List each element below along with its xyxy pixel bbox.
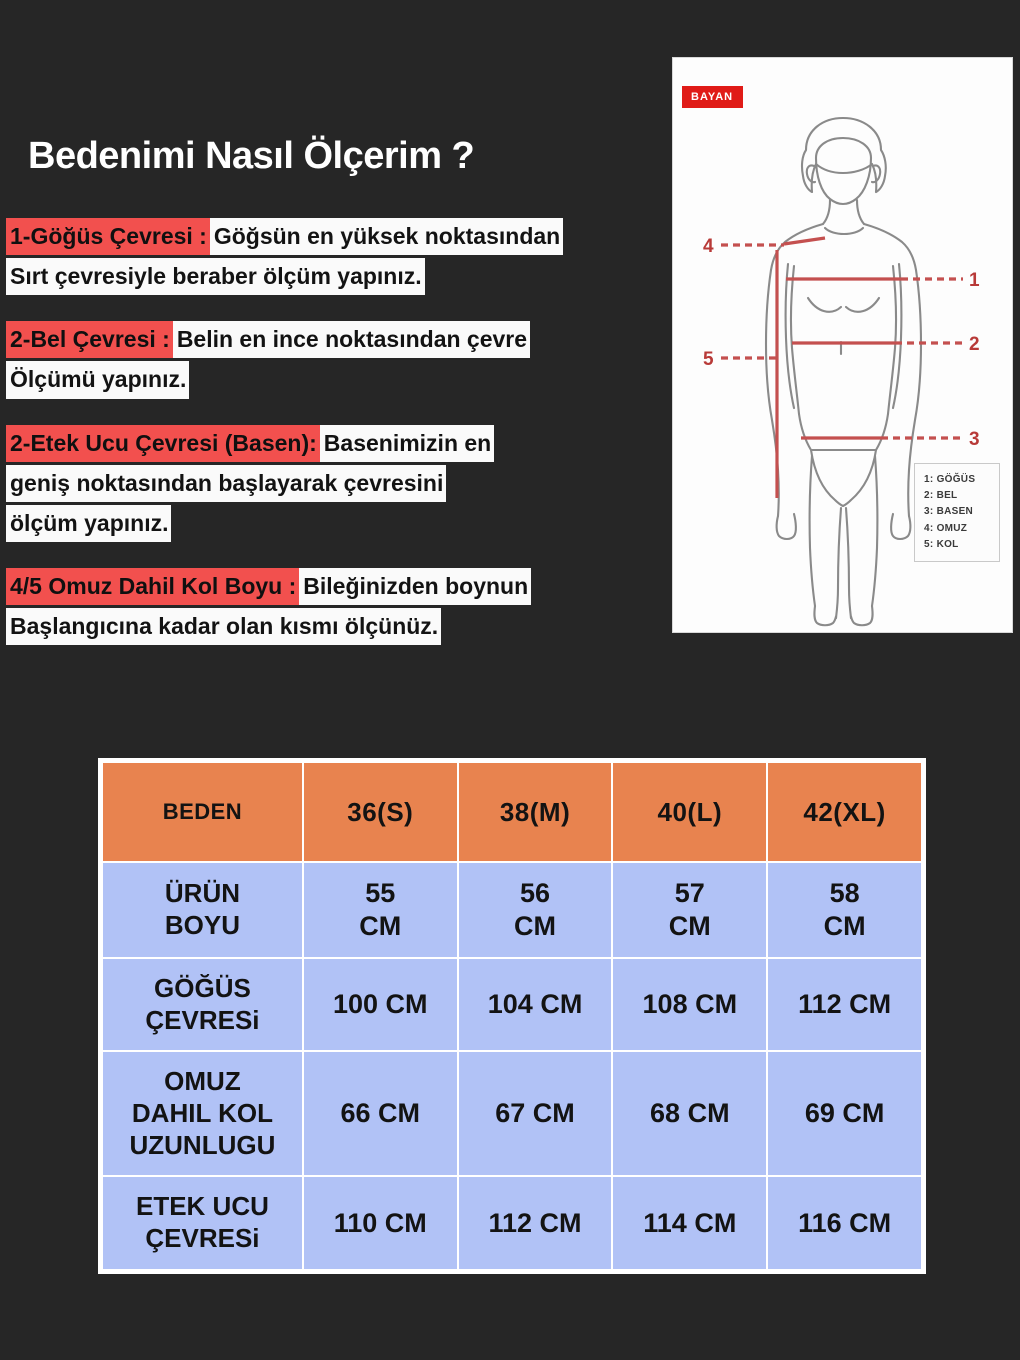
legend-item: 5: KOL xyxy=(924,538,959,550)
table-cell xyxy=(458,1051,613,1176)
marker-label-2: 2 xyxy=(969,334,980,355)
legend-item: 1: GÖĞÜS xyxy=(924,474,976,486)
body-measurement-diagram xyxy=(672,57,1013,633)
table-cell xyxy=(767,1176,922,1269)
table-row-label xyxy=(102,862,303,958)
instruction-text: Basenimizin en xyxy=(320,425,494,462)
table-cell xyxy=(458,958,613,1051)
table-cell-line: 114 CM xyxy=(643,1207,737,1238)
bayan-badge: BAYAN xyxy=(682,86,743,108)
instruction-line xyxy=(6,465,686,502)
table-row xyxy=(102,862,922,958)
marker-label-1: 1 xyxy=(969,270,980,291)
table-cell xyxy=(767,958,922,1051)
table-cell-line: 58 xyxy=(829,878,860,908)
table-cell xyxy=(767,862,922,958)
marker-label-4: 4 xyxy=(703,236,714,257)
marker-label-5: 5 xyxy=(703,349,714,370)
table-row xyxy=(102,958,922,1051)
table-cell-line: 108 CM xyxy=(642,989,738,1020)
table-cell-line: CM xyxy=(514,910,557,941)
instruction-label: 1-Göğüs Çevresi : xyxy=(6,218,210,255)
row-label-line: ÜRÜN xyxy=(164,878,240,909)
table-cell-line: 69 CM xyxy=(804,1098,885,1129)
table-cell-line: 67 CM xyxy=(495,1098,575,1129)
table-cell-line: 112 CM xyxy=(798,989,892,1020)
table-cell-line: CM xyxy=(359,910,402,941)
instruction-label: 2-Bel Çevresi : xyxy=(6,321,173,358)
table-cell xyxy=(303,958,458,1051)
legend-item: 3: BASEN xyxy=(924,506,974,518)
table-header-size-1: 36(S) xyxy=(303,762,458,862)
table-header-size-3: 40(L) xyxy=(612,762,767,862)
table-cell xyxy=(612,1176,767,1269)
instruction-line xyxy=(6,608,686,645)
instruction-block xyxy=(6,218,686,295)
instruction-text: ölçüm yapınız. xyxy=(6,505,171,542)
instruction-label: 4/5 Omuz Dahil Kol Boyu : xyxy=(6,568,299,605)
table-row xyxy=(102,1051,922,1176)
legend-item: 2: BEL xyxy=(924,490,958,502)
table-cell-line: 57 xyxy=(674,878,705,908)
table-row-label xyxy=(102,1176,303,1269)
table-cell xyxy=(458,1176,613,1269)
table-cell-line: 68 CM xyxy=(650,1098,730,1129)
instruction-line xyxy=(6,361,686,398)
table-cell-line: CM xyxy=(823,910,866,941)
table-cell-line: CM xyxy=(668,910,711,941)
table-cell-line: 55 xyxy=(365,878,396,908)
table-row-label xyxy=(102,1051,303,1176)
table-header-size-4: 42(XL) xyxy=(767,762,922,862)
table-cell-line: 100 CM xyxy=(333,989,428,1020)
table-header-beden: BEDEN xyxy=(102,762,303,862)
instruction-label: 2-Etek Ucu Çevresi (Basen): xyxy=(6,425,320,462)
instructions-list xyxy=(6,218,686,671)
table-cell xyxy=(303,1051,458,1176)
instruction-line xyxy=(6,321,686,358)
instruction-block xyxy=(6,568,686,645)
row-label-line: UZUNLUGU xyxy=(129,1129,276,1160)
table-cell xyxy=(612,958,767,1051)
table-cell xyxy=(612,1051,767,1176)
table-cell-line: 110 CM xyxy=(333,1207,427,1238)
instruction-block xyxy=(6,321,686,398)
instruction-line xyxy=(6,258,686,295)
table-row-label xyxy=(102,958,303,1051)
row-label-line: ÇEVRESi xyxy=(145,1223,260,1254)
instruction-text: Sırt çevresiyle beraber ölçüm yapınız. xyxy=(6,258,425,295)
row-label-line: GÖĞÜS xyxy=(154,972,251,1003)
row-label-line: DAHIL KOL xyxy=(131,1098,273,1129)
instruction-line xyxy=(6,505,686,542)
page-title: Bedenimi Nasıl Ölçerim ? xyxy=(28,135,475,177)
instruction-text: Başlangıcına kadar olan kısmı ölçünüz. xyxy=(6,608,441,645)
table-cell xyxy=(303,862,458,958)
instruction-line xyxy=(6,568,686,605)
table-cell xyxy=(612,862,767,958)
table-cell-line: 56 xyxy=(520,878,551,908)
instruction-text: Bileğinizden boynun xyxy=(299,568,531,605)
table-cell-line: 116 CM xyxy=(798,1207,892,1238)
instruction-text: Belin en ince noktasından çevre xyxy=(173,321,530,358)
row-label-line: OMUZ xyxy=(164,1066,241,1097)
instruction-text: Göğsün en yüksek noktasından xyxy=(210,218,563,255)
size-chart-table xyxy=(98,758,926,1274)
table-header-row xyxy=(102,762,922,862)
table-row xyxy=(102,1176,922,1269)
diagram-legend xyxy=(914,463,1000,562)
table-cell xyxy=(458,862,613,958)
table-cell-line: 66 CM xyxy=(340,1098,421,1129)
marker-label-3: 3 xyxy=(969,429,980,450)
table-cell xyxy=(767,1051,922,1176)
legend-item: 4: OMUZ xyxy=(924,522,968,534)
row-label-line: ETEK UCU xyxy=(135,1191,269,1222)
instruction-block xyxy=(6,425,686,542)
table-header-size-2: 38(M) xyxy=(458,762,613,862)
instruction-text: Ölçümü yapınız. xyxy=(6,361,189,398)
row-label-line: ÇEVRESi xyxy=(145,1004,260,1035)
table-cell xyxy=(303,1176,458,1269)
instruction-line xyxy=(6,425,686,462)
instruction-text: geniş noktasından başlayarak çevresini xyxy=(6,465,446,502)
table-cell-line: 104 CM xyxy=(487,989,583,1020)
row-label-line: BOYU xyxy=(164,909,240,940)
instruction-line xyxy=(6,218,686,255)
table-cell-line: 112 CM xyxy=(488,1207,582,1238)
